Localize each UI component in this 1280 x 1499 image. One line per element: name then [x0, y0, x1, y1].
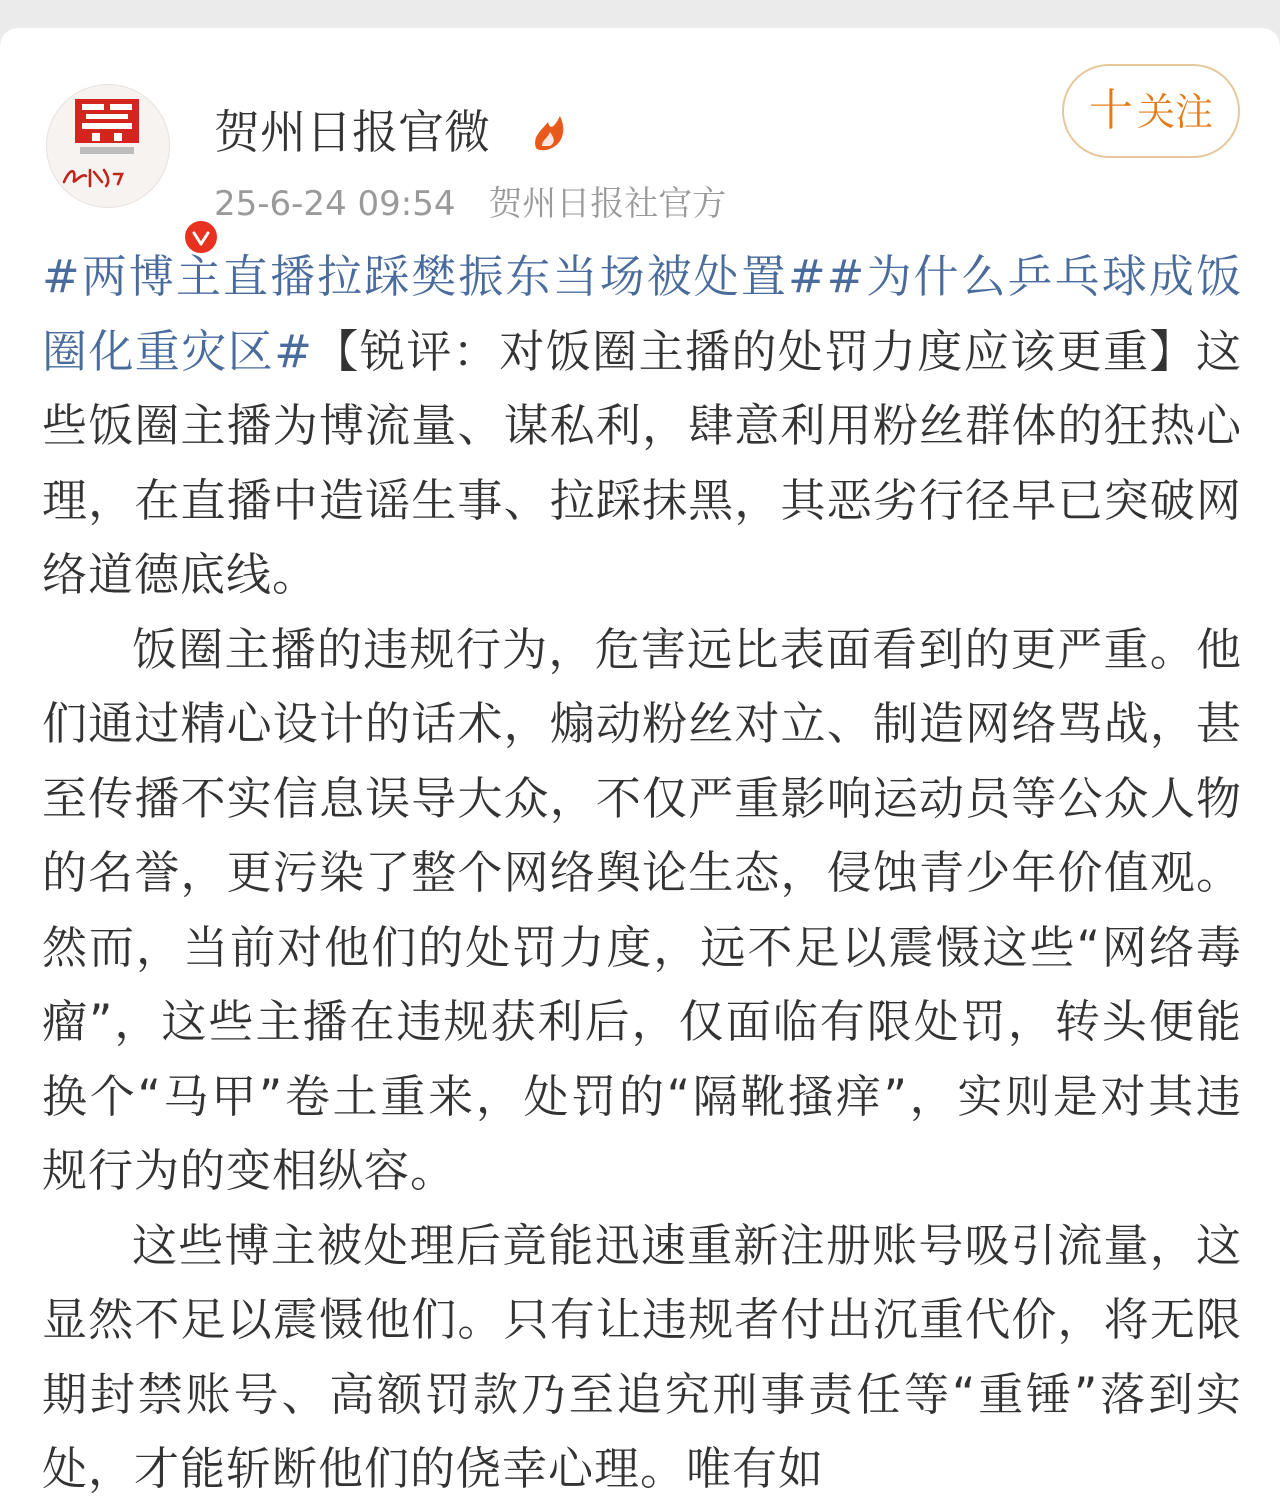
hashtag-link[interactable]: #两博主直播拉踩樊振东当场被处置# [42, 250, 827, 303]
flame-icon [530, 110, 570, 154]
account-name[interactable]: 贺州日报官微 [214, 105, 490, 159]
follow-label: 关注 [1136, 90, 1213, 134]
post-timestamp: 25-6-24 09:54 [214, 184, 456, 224]
paragraph-text: 【锐评：对饭圈主播的处罚力度应该更重】这些饭圈主播为博流量、谋私利，肆意利用粉丝群体的狂热心理，在直播中造谣生事、拉踩抹黑，其恶劣行径早已突破网络道德底线。 [42, 324, 1242, 601]
paragraph-3: 这些博主被处理后竟能迅速重新注册账号吸引流量，这显然不足以震慑他们。只有让违规者付出沉重代价，将无限期封禁账号、高额罚款乃至追究刑事责任等“重锤”落到实处，才能斩断他们的侥幸心理。唯有如 [42, 1218, 1242, 1495]
avatar[interactable] [46, 84, 170, 208]
paragraph-1 [42, 240, 1242, 613]
post-body [42, 240, 1242, 1499]
hashtag-link[interactable]: #为什么乒乓球成饭圈化重灾区# [42, 250, 1242, 378]
plus-icon: 十 [1088, 85, 1133, 136]
post-source: 贺州日报社官方 [488, 184, 727, 224]
signature-icon [60, 162, 130, 190]
paragraph-2: 饭圈主播的违规行为，危害远比表面看到的更严重。他们通过精心设计的话术，煽动粉丝对立、制造网络骂战，甚至传播不实信息误导大众，不仅严重影响运动员等公众人物的名誉，更污染了整个网络舆论生态，侵蚀青少年价值观。然而，当前对他们的处罚力度，远不足以震慑这些“网络毒瘤”，这些主播在违规获利后，仅面临有限处罚，转头便能换个“马甲”卷土重来，处罚的“隔靴搔痒”，实则是对其违规行为的变相纵容。 [42, 622, 1242, 1197]
newspaper-logo-icon [72, 96, 142, 158]
post-card [0, 28, 1280, 1499]
follow-button[interactable] [1062, 64, 1240, 158]
post-header [0, 28, 1280, 228]
post-meta [214, 182, 814, 226]
